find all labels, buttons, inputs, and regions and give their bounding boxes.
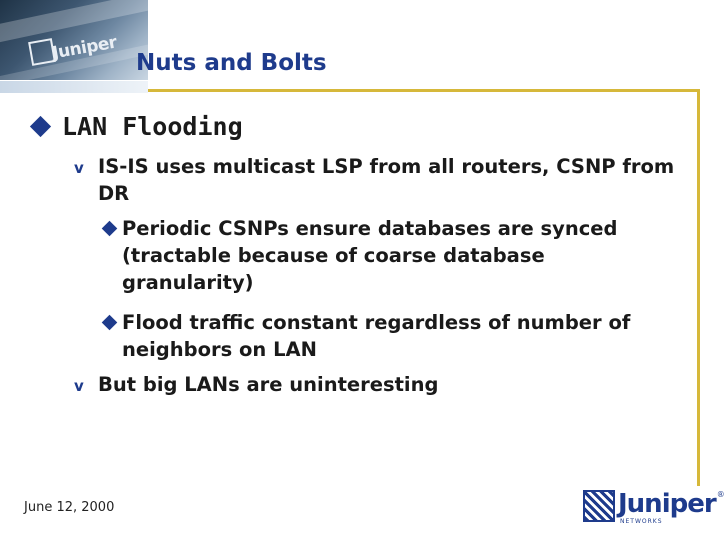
slide-date: June 12, 2000 <box>24 500 115 515</box>
slide-title: Nuts and Bolts <box>136 50 327 76</box>
check-bullet-icon: v <box>74 159 84 177</box>
logo-word: Juniper <box>618 489 716 519</box>
diamond-bullet-icon <box>102 315 118 331</box>
check-bullet-icon: v <box>74 377 84 395</box>
corner-logo-text: Juniper <box>50 32 119 64</box>
list-item-text: But big LANs are uninteresting <box>98 373 439 396</box>
diamond-bullet-icon <box>30 116 51 137</box>
right-rule <box>697 89 700 486</box>
heading-bullet-item <box>30 112 243 141</box>
juniper-logo <box>583 489 725 525</box>
list-item-text: IS-IS uses multicast LSP from all routers, CSNP from DR <box>98 155 675 205</box>
juniper-logo-mark-icon <box>583 490 615 522</box>
corner-logo-photo <box>0 0 148 80</box>
title-rule <box>148 89 700 92</box>
heading-text: LAN Flooding <box>62 112 243 141</box>
diamond-bullet-icon <box>102 221 118 237</box>
registered-mark: ® <box>716 490 725 499</box>
corner-fade-bar <box>0 81 148 93</box>
list-item-text: Periodic CSNPs ensure databases are synced (tractable because of coarse database granularity) <box>122 217 618 294</box>
logo-subtitle: NETWORKS <box>620 518 663 525</box>
logo-wordmark <box>618 489 725 525</box>
list-item-text: Flood traffic constant regardless of number of neighbors on LAN <box>122 311 631 361</box>
